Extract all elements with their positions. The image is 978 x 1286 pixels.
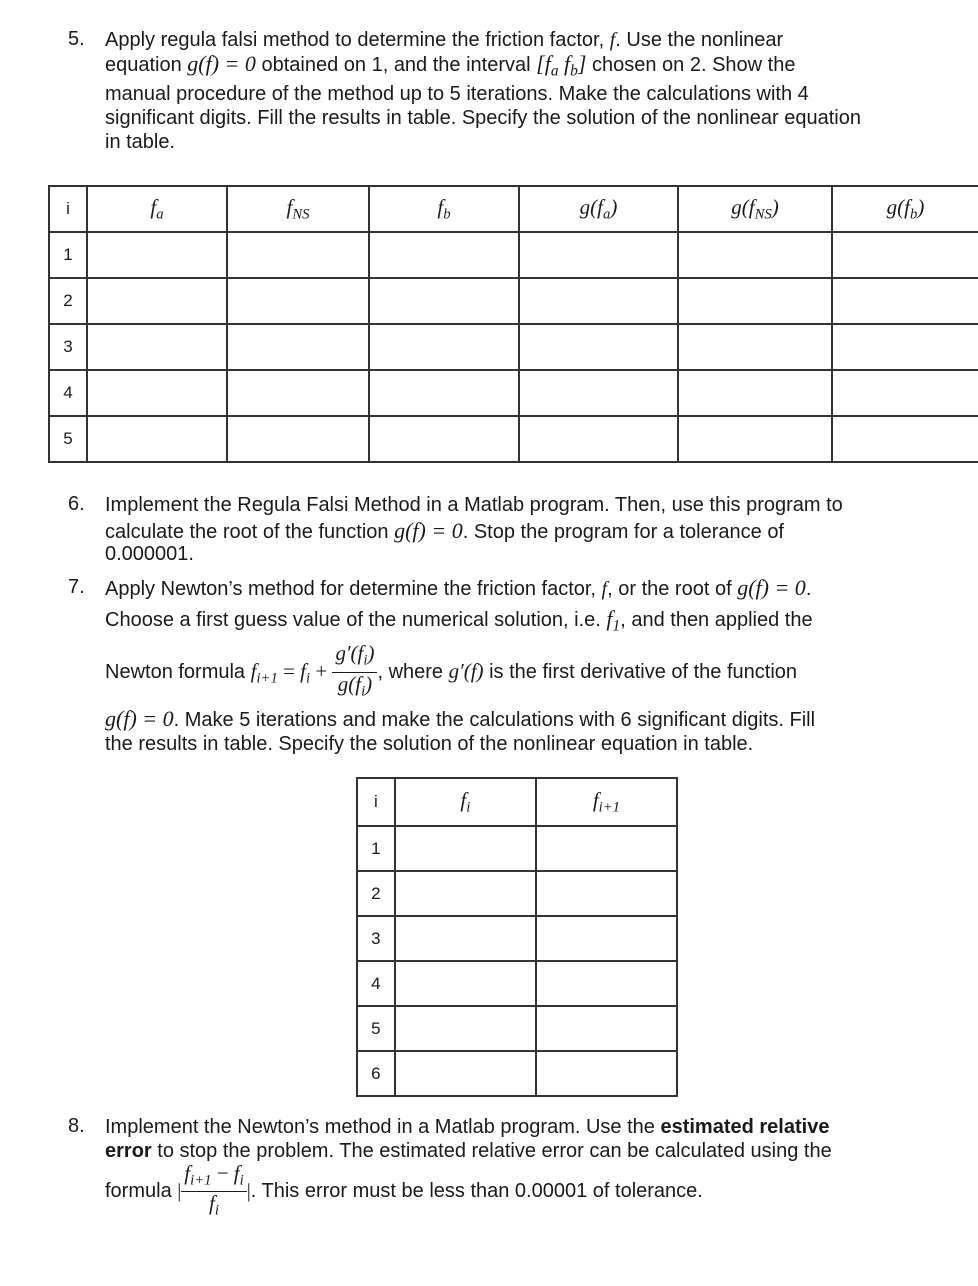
- q8-line-2: error to stop the problem. The estimated relative error can be calculated using the: [105, 1140, 832, 1162]
- regula-falsi-table: [48, 185, 978, 463]
- cell-fi-plus-1[interactable]: [536, 871, 677, 916]
- question-text: [105, 28, 945, 154]
- table-row: [357, 961, 677, 1006]
- newton-table: [356, 777, 678, 1097]
- cell-fi[interactable]: [395, 826, 536, 871]
- q5-line-5: in table.: [105, 130, 176, 153]
- cell-fi[interactable]: [395, 916, 536, 961]
- header-fns: $f_{NS}$: [227, 186, 369, 232]
- cell-fi[interactable]: [395, 1006, 536, 1051]
- question-text: [105, 493, 945, 566]
- cell-g-fa[interactable]: [519, 324, 678, 370]
- table-row: [49, 232, 978, 278]
- cell-g-fb[interactable]: [832, 324, 978, 370]
- row-index: 6: [357, 1051, 395, 1096]
- q5-line-4: significant digits. Fill the results in table. Specify the solution of the nonlinear equation: [105, 106, 861, 129]
- cell-g-fb[interactable]: [832, 232, 978, 278]
- header-g-fns: $g(f_{NS})$: [678, 186, 832, 232]
- q7-line-2: Choose a first guess value of the numerical solution, i.e. $f_1$, and then applied the: [105, 606, 813, 635]
- cell-fi[interactable]: [395, 871, 536, 916]
- newton-fraction: $\frac{g'(f_i)}{g(f_i)}$: [332, 642, 377, 702]
- cell-fb[interactable]: [369, 278, 519, 324]
- cell-fa[interactable]: [87, 232, 227, 278]
- cell-fns[interactable]: [227, 370, 369, 416]
- cell-fb[interactable]: [369, 232, 519, 278]
- q7-line-4: g(f) = 0. Make 5 iterations and make the calculations with 6 significant digits. Fill: [105, 705, 816, 731]
- question-number: 7.: [68, 576, 85, 598]
- row-index: 4: [49, 370, 87, 416]
- cell-fb[interactable]: [369, 324, 519, 370]
- table-row: [357, 871, 677, 916]
- table-header-row: [357, 778, 677, 826]
- table-row: [49, 278, 978, 324]
- q5-line-3: manual procedure of the method up to 5 iterations. Make the calculations with 4: [105, 82, 809, 105]
- cell-g-fb[interactable]: [832, 416, 978, 462]
- row-index: 5: [357, 1006, 395, 1051]
- cell-g-fns[interactable]: [678, 232, 832, 278]
- header-fb: $f_b$: [369, 186, 519, 232]
- cell-fb[interactable]: [369, 370, 519, 416]
- cell-fns[interactable]: [227, 232, 369, 278]
- table-row: [49, 416, 978, 462]
- table-row: [357, 1051, 677, 1096]
- row-index: 2: [49, 278, 87, 324]
- header-g-fa: $g(f_a)$: [519, 186, 678, 232]
- q6-line-2: calculate the root of the function g(f) = 0. Stop the program for a tolerance of: [105, 518, 784, 543]
- table-row: [357, 1006, 677, 1051]
- cell-g-fb[interactable]: [832, 370, 978, 416]
- table-row: [49, 370, 978, 416]
- row-index: 3: [49, 324, 87, 370]
- question-number: 8.: [68, 1115, 85, 1137]
- cell-g-fns[interactable]: [678, 416, 832, 462]
- header-fi: $f_i$: [395, 778, 536, 826]
- cell-g-fa[interactable]: [519, 278, 678, 324]
- table-row: [357, 826, 677, 871]
- header-i: i: [49, 186, 87, 232]
- question-number: 6.: [68, 493, 85, 515]
- cell-fi-plus-1[interactable]: [536, 961, 677, 1006]
- row-index: 3: [357, 916, 395, 961]
- cell-fi[interactable]: [395, 961, 536, 1006]
- table-header-row: [49, 186, 978, 232]
- q6-line-3: 0.000001.: [105, 543, 194, 565]
- relative-error-fraction: $\frac{f_{i+1} - f_i}{f_i}$: [181, 1162, 246, 1222]
- q5-line-2: equation g(f) = 0 obtained on 1, and the interval [$f_a$ $f_b$] chosen on 2. Show the: [105, 51, 796, 80]
- cell-fi-plus-1[interactable]: [536, 826, 677, 871]
- question-number: 5.: [68, 28, 85, 50]
- newton-formula-line: Newton formula $f_{i+1} = f_i$ + $\frac{g'(f_i)}{g(f_i)}$ , where g′(f) is the first derivative of the function: [105, 641, 945, 701]
- cell-fns[interactable]: [227, 324, 369, 370]
- cell-fi[interactable]: [395, 1051, 536, 1096]
- question-text: [105, 1115, 945, 1221]
- table-row: [49, 324, 978, 370]
- cell-fns[interactable]: [227, 416, 369, 462]
- cell-fi-plus-1[interactable]: [536, 1051, 677, 1096]
- cell-g-fa[interactable]: [519, 232, 678, 278]
- q7-line-5: the results in table. Specify the solution of the nonlinear equation in table.: [105, 732, 754, 755]
- row-index: 2: [357, 871, 395, 916]
- cell-fb[interactable]: [369, 416, 519, 462]
- header-fa: $f_a$: [87, 186, 227, 232]
- row-index: 5: [49, 416, 87, 462]
- question-text: [105, 576, 945, 756]
- header-g-fb: $g(f_b)$: [832, 186, 978, 232]
- cell-g-fns[interactable]: [678, 370, 832, 416]
- table-row: [357, 916, 677, 961]
- cell-fi-plus-1[interactable]: [536, 916, 677, 961]
- cell-fa[interactable]: [87, 324, 227, 370]
- row-index: 4: [357, 961, 395, 1006]
- cell-g-fns[interactable]: [678, 324, 832, 370]
- header-i: i: [357, 778, 395, 826]
- relative-error-formula-line: formula | $\frac{f_{i+1} - f_i}{f_i}$ |. This error must be less than 0.00001 of tolerance.: [105, 1161, 945, 1221]
- header-fi-plus-1: $f_{i+1}$: [536, 778, 677, 826]
- cell-g-fa[interactable]: [519, 370, 678, 416]
- row-index: 1: [357, 826, 395, 871]
- cell-fns[interactable]: [227, 278, 369, 324]
- q7-line-1: Apply Newton’s method for determine the friction factor, f, or the root of g(f) = 0.: [105, 575, 812, 600]
- cell-fa[interactable]: [87, 370, 227, 416]
- cell-g-fns[interactable]: [678, 278, 832, 324]
- q8-line-1: Implement the Newton’s method in a Matlab program. Use the estimated relative: [105, 1116, 830, 1138]
- cell-g-fa[interactable]: [519, 416, 678, 462]
- row-index: 1: [49, 232, 87, 278]
- cell-fa[interactable]: [87, 416, 227, 462]
- cell-g-fb[interactable]: [832, 278, 978, 324]
- cell-fi-plus-1[interactable]: [536, 1006, 677, 1051]
- cell-fa[interactable]: [87, 278, 227, 324]
- q5-line-1: Apply regula falsi method to determine the friction factor, f. Use the nonlinear: [105, 29, 784, 51]
- q6-line-1: Implement the Regula Falsi Method in a Matlab program. Then, use this program to: [105, 494, 843, 516]
